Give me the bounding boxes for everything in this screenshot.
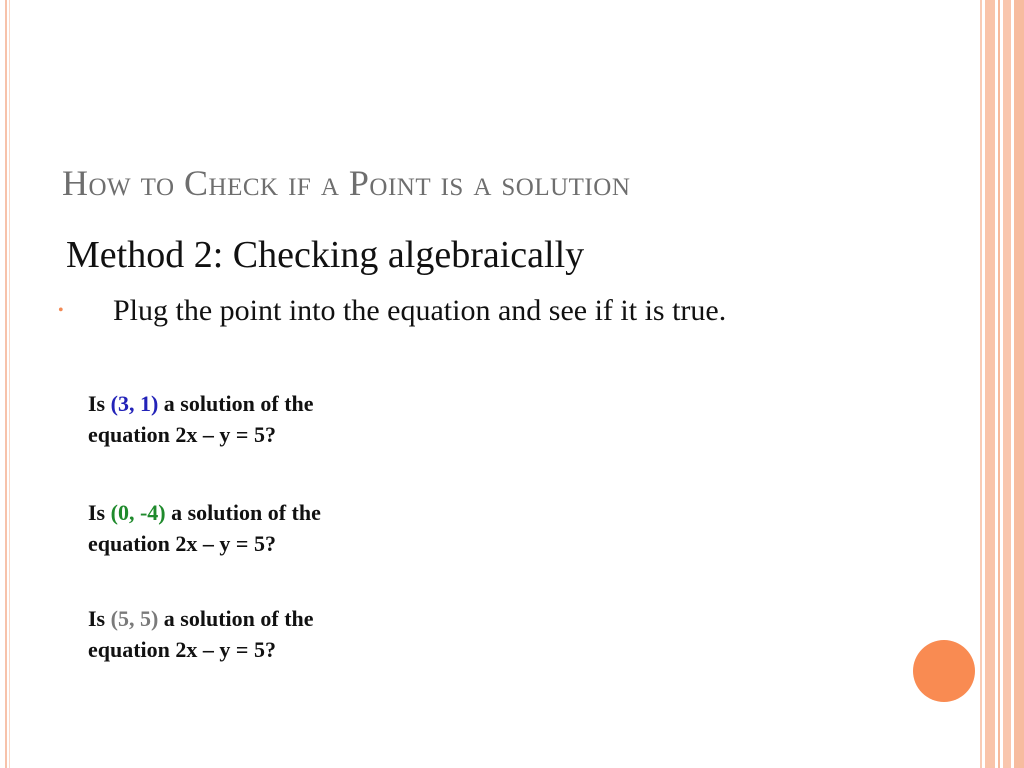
- bullet-text: Plug the point into the equation and see if it is true.: [113, 294, 727, 327]
- equation-line: equation 2x – y = 5?: [88, 531, 276, 556]
- decorative-circle: [913, 640, 975, 702]
- question-suffix: a solution of the: [158, 606, 314, 631]
- question-3: [88, 603, 448, 665]
- left-border-line: [5, 0, 7, 768]
- right-decorative-stripes: [980, 0, 1024, 768]
- stripe: [1014, 0, 1024, 768]
- stripe: [998, 0, 1000, 768]
- question-suffix: a solution of the: [165, 500, 321, 525]
- question-1: [88, 388, 448, 450]
- question-prefix: Is: [88, 500, 111, 525]
- left-border-line-inner: [9, 0, 10, 768]
- stripe: [980, 0, 982, 768]
- question-prefix: Is: [88, 391, 111, 416]
- bullet-icon: •: [58, 302, 64, 319]
- question-suffix: a solution of the: [158, 391, 314, 416]
- point-value: (3, 1): [110, 391, 159, 416]
- stripe: [1003, 0, 1011, 768]
- equation-line: equation 2x – y = 5?: [88, 637, 276, 662]
- method-heading: Method 2: Checking algebraically: [66, 234, 585, 276]
- point-value: (0, -4): [110, 500, 166, 525]
- slide-title: How to Check if a Point is a solution: [62, 163, 631, 203]
- stripe: [985, 0, 995, 768]
- question-prefix: Is: [88, 606, 111, 631]
- question-2: [88, 497, 448, 559]
- point-value: (5, 5): [110, 606, 159, 631]
- equation-line: equation 2x – y = 5?: [88, 422, 276, 447]
